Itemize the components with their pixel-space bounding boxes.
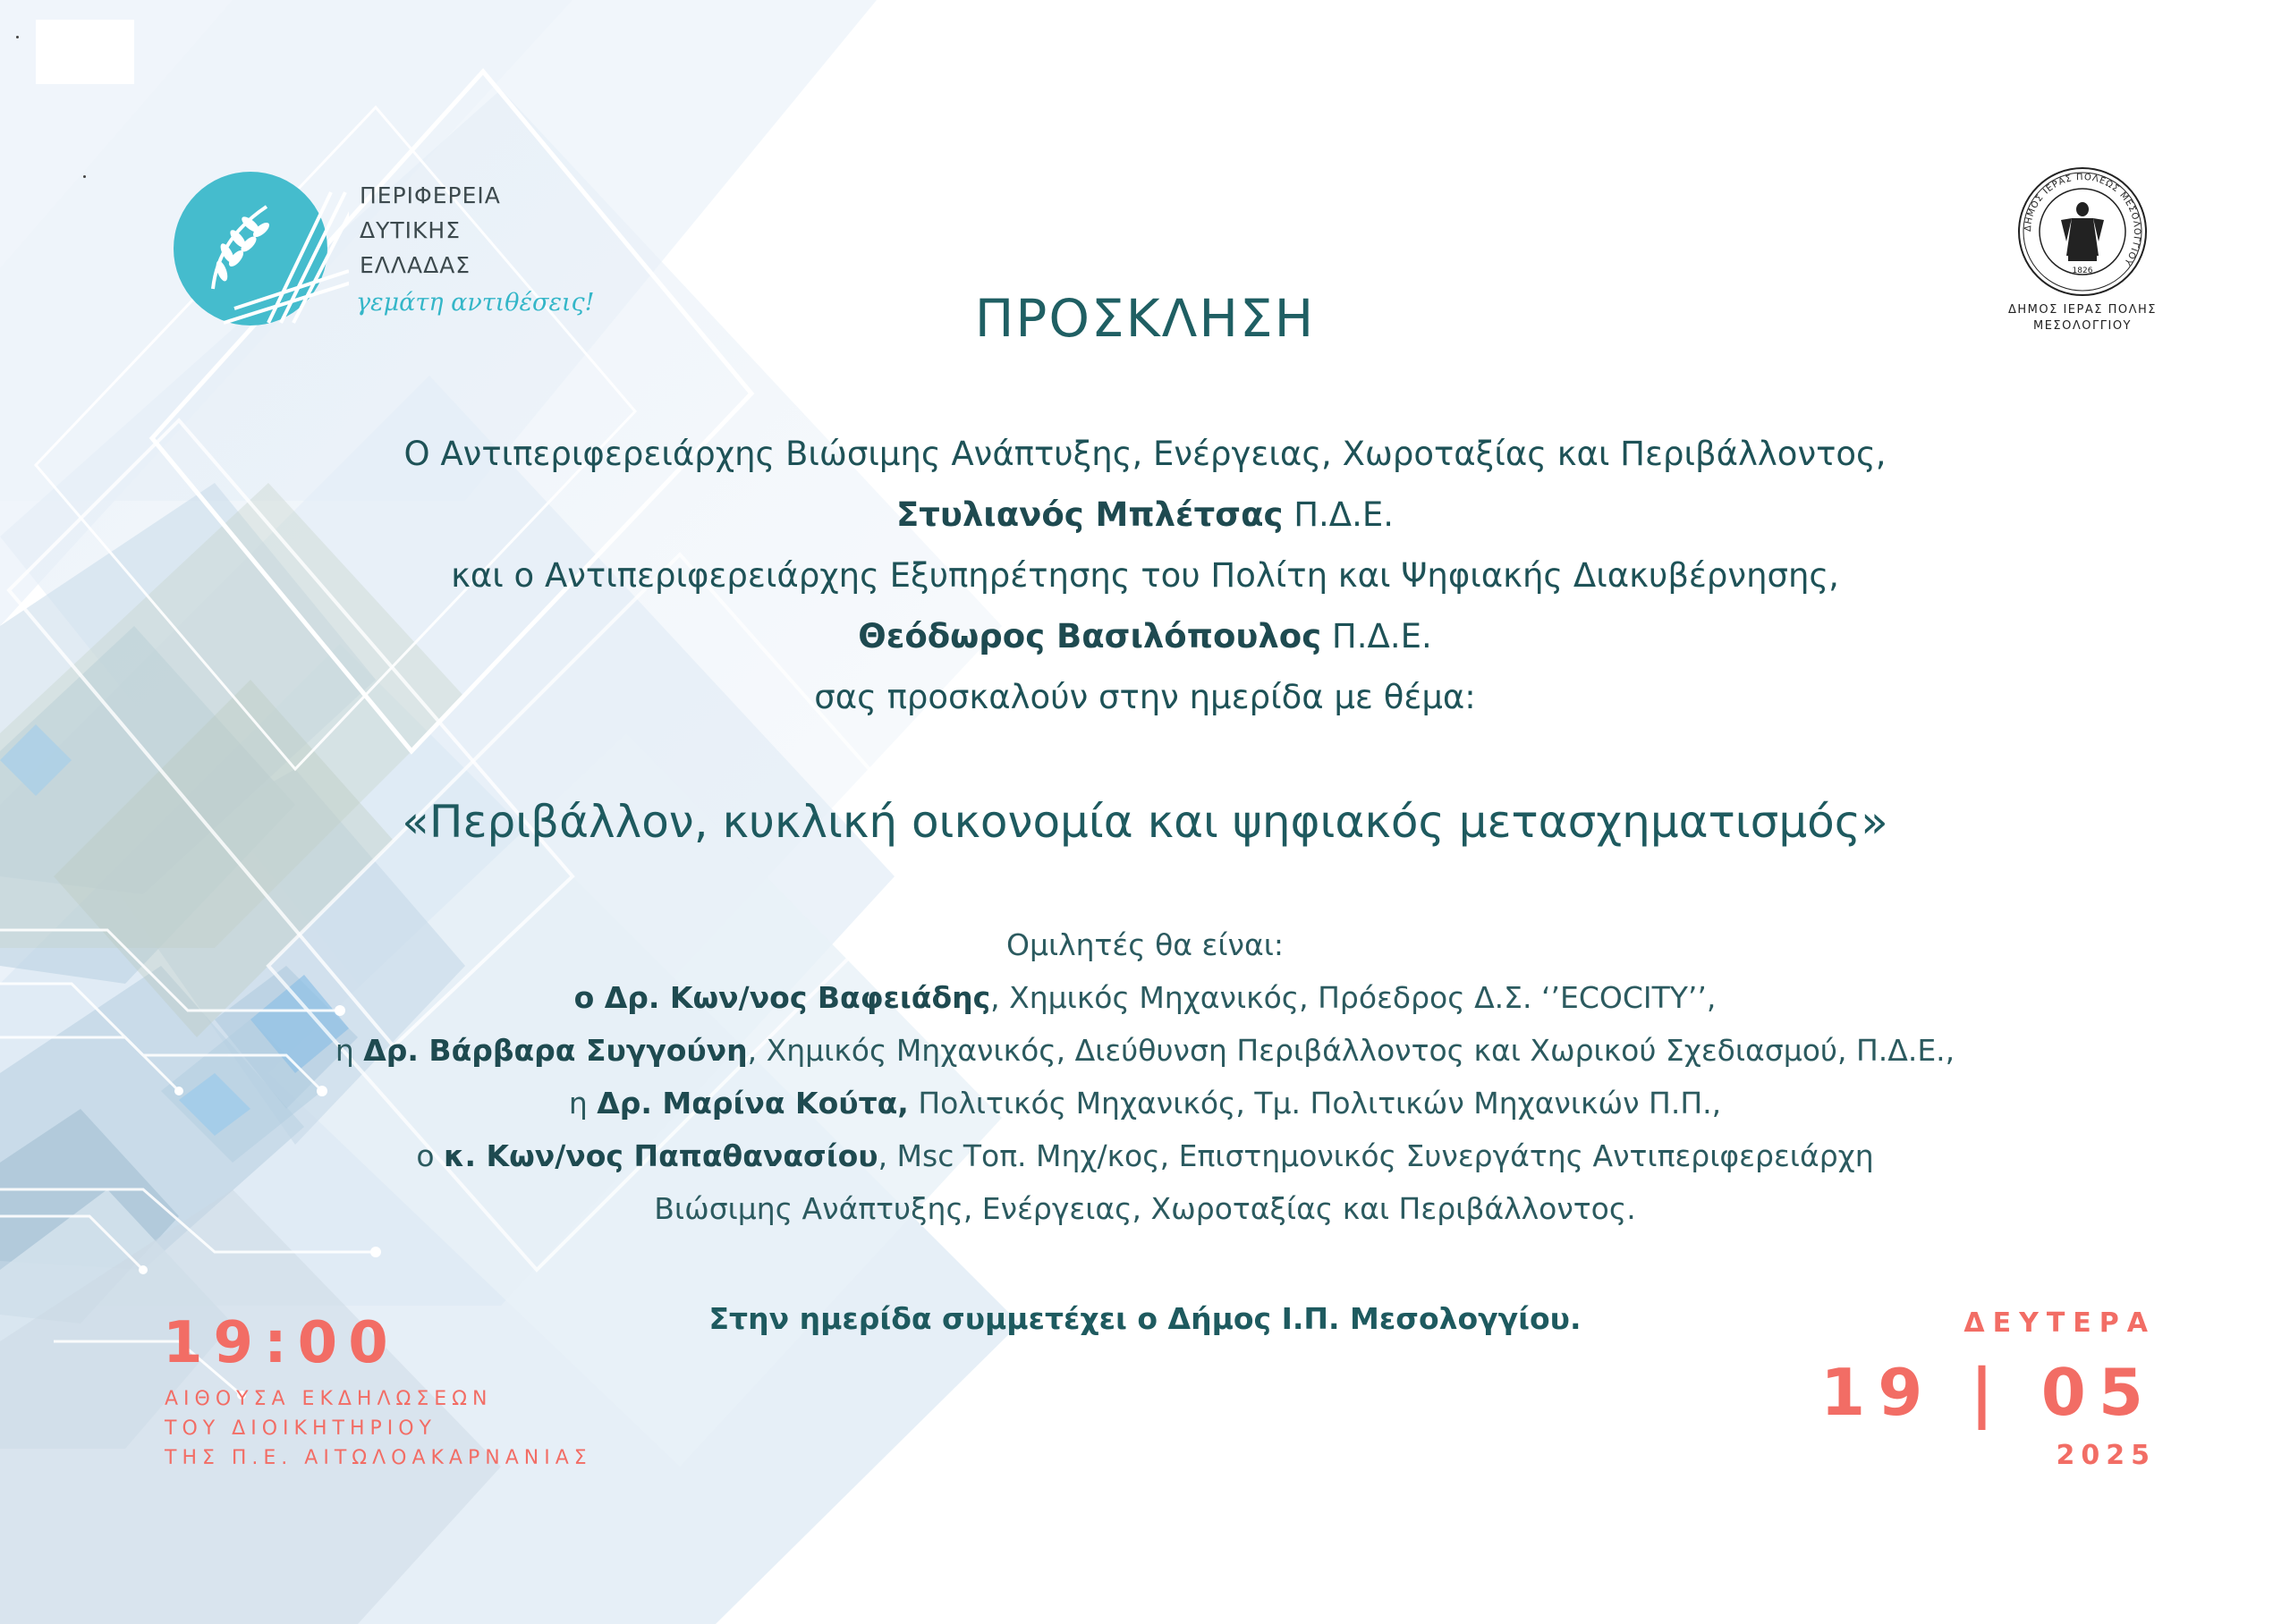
host-name-1: Στυλιανός Μπλέτσας bbox=[896, 495, 1284, 534]
invitation-line-3: και ο Αντιπεριφερειάρχης Εξυπηρέτησης του Πολίτη και Ψηφιακής Διακυβέρνησης, bbox=[451, 556, 1839, 595]
invitation-line-2 bbox=[0, 485, 2290, 546]
event-topic: «Περιβάλλον, κυκλική οικονομία και ψηφιακός μετασχηματισμός» bbox=[402, 796, 1888, 848]
speaker-1-desc: , Χημικός Μηχανικός, Πρόεδρος Δ.Σ. ‘’ECOCITY’’, bbox=[990, 980, 1717, 1015]
host-suffix-2: Π.Δ.Ε. bbox=[1321, 617, 1432, 656]
region-name-line1: ΠΕΡΙΦΕΡΕΙΑ bbox=[360, 182, 501, 208]
speaker-2-prefix: η bbox=[335, 1033, 364, 1068]
speaker-4-desc-continued: Βιώσιμης Ανάπτυξης, Ενέργειας, Χωροταξίας και Περιβάλλοντος. bbox=[654, 1191, 1636, 1226]
event-weekday: ΔΕΥΤΕΡΑ bbox=[1963, 1307, 2156, 1339]
seal-year: 1826 bbox=[2072, 266, 2093, 275]
dot-mark bbox=[16, 36, 19, 38]
host-name-2: Θεόδωρος Βασιλόπουλος bbox=[858, 617, 1322, 656]
seal-caption-line2: ΜΕΣΟΛΟΓΓΙΟΥ bbox=[2033, 319, 2132, 333]
seal-ring-text: ΔΗΜΟΣ ΙΕΡΑΣ ΠΟΛΕΩΣ ΜΕΣΟΛΟΓΓΙΟΥ bbox=[2023, 172, 2142, 267]
speaker-4-name: κ. Κων/νος Παπαθανασίου bbox=[444, 1138, 878, 1173]
event-time: 19:00 bbox=[163, 1310, 399, 1376]
seal-caption-line1: ΔΗΜΟΣ ΙΕΡΑΣ ΠΟΛΗΣ bbox=[2008, 303, 2157, 317]
speakers-intro: Ομιλητές θα είναι: bbox=[1005, 927, 1285, 962]
event-year: 2025 bbox=[2056, 1440, 2156, 1471]
venue-line-3: ΤΗΣ Π.Ε. ΑΙΤΩΛΟΑΚΑΡΝΑΝΙΑΣ bbox=[165, 1447, 592, 1469]
venue-line-1: ΑΙΘΟΥΣΑ ΕΚΔΗΛΩΣΕΩΝ bbox=[165, 1388, 493, 1410]
speaker-2-name: Δρ. Βάρβαρα Συγγούνη bbox=[363, 1033, 748, 1068]
speaker-3-prefix: η bbox=[568, 1086, 598, 1121]
speaker-4 bbox=[0, 1129, 2290, 1182]
host-suffix-1: Π.Δ.Ε. bbox=[1283, 495, 1394, 534]
region-slogan: γεμάτη αντιθέσεις! bbox=[356, 289, 595, 317]
speaker-3-desc: Πολιτικός Μηχανικός, Τμ. Πολιτικών Μηχανικών Π.Π., bbox=[908, 1086, 1722, 1121]
municipality-seal-icon bbox=[2013, 166, 2152, 297]
region-name-line3: ΕΛΛΑΔΑΣ bbox=[360, 252, 471, 278]
invitation-line-5: σας προσκαλούν στην ημερίδα με θέμα: bbox=[814, 678, 1476, 716]
speaker-4-prefix: ο bbox=[416, 1138, 445, 1173]
speaker-1 bbox=[0, 971, 2290, 1024]
invitation-line-4 bbox=[0, 606, 2290, 667]
region-name-line2: ΔΥΤΙΚΗΣ bbox=[360, 217, 462, 243]
venue-line-2: ΤΟΥ ΔΙΟΙΚΗΤΗΡΙΟΥ bbox=[165, 1417, 437, 1440]
participation-note: Στην ημερίδα συμμετέχει ο Δήμος Ι.Π. Μεσολογγίου. bbox=[708, 1301, 1582, 1336]
invitation-line-1: Ο Αντιπεριφερειάρχης Βιώσιμης Ανάπτυξης, Ενέργειας, Χωροταξίας και Περιβάλλοντος, bbox=[403, 435, 1887, 473]
dot-mark bbox=[83, 175, 86, 178]
speaker-2 bbox=[0, 1024, 2290, 1077]
event-date: 19 | 05 bbox=[1820, 1355, 2156, 1430]
speaker-3-name: Δρ. Μαρίνα Κούτα, bbox=[597, 1086, 909, 1121]
speaker-3 bbox=[0, 1077, 2290, 1129]
speaker-2-desc: , Χημικός Μηχανικός, Διεύθυνση Περιβάλλοντος και Χωρικού Σχεδιασμού, Π.Δ.Ε., bbox=[747, 1033, 1955, 1068]
page-title: ΠΡΟΣΚΛΗΣΗ bbox=[974, 288, 1316, 349]
speaker-4-desc: , Msc Τοπ. Μηχ/κος, Επιστημονικός Συνεργάτης Αντιπεριφερειάρχη bbox=[878, 1138, 1874, 1173]
speaker-1-name: ο Δρ. Κων/νος Βαφειάδης bbox=[573, 980, 991, 1015]
blank-corner-box bbox=[36, 20, 134, 84]
